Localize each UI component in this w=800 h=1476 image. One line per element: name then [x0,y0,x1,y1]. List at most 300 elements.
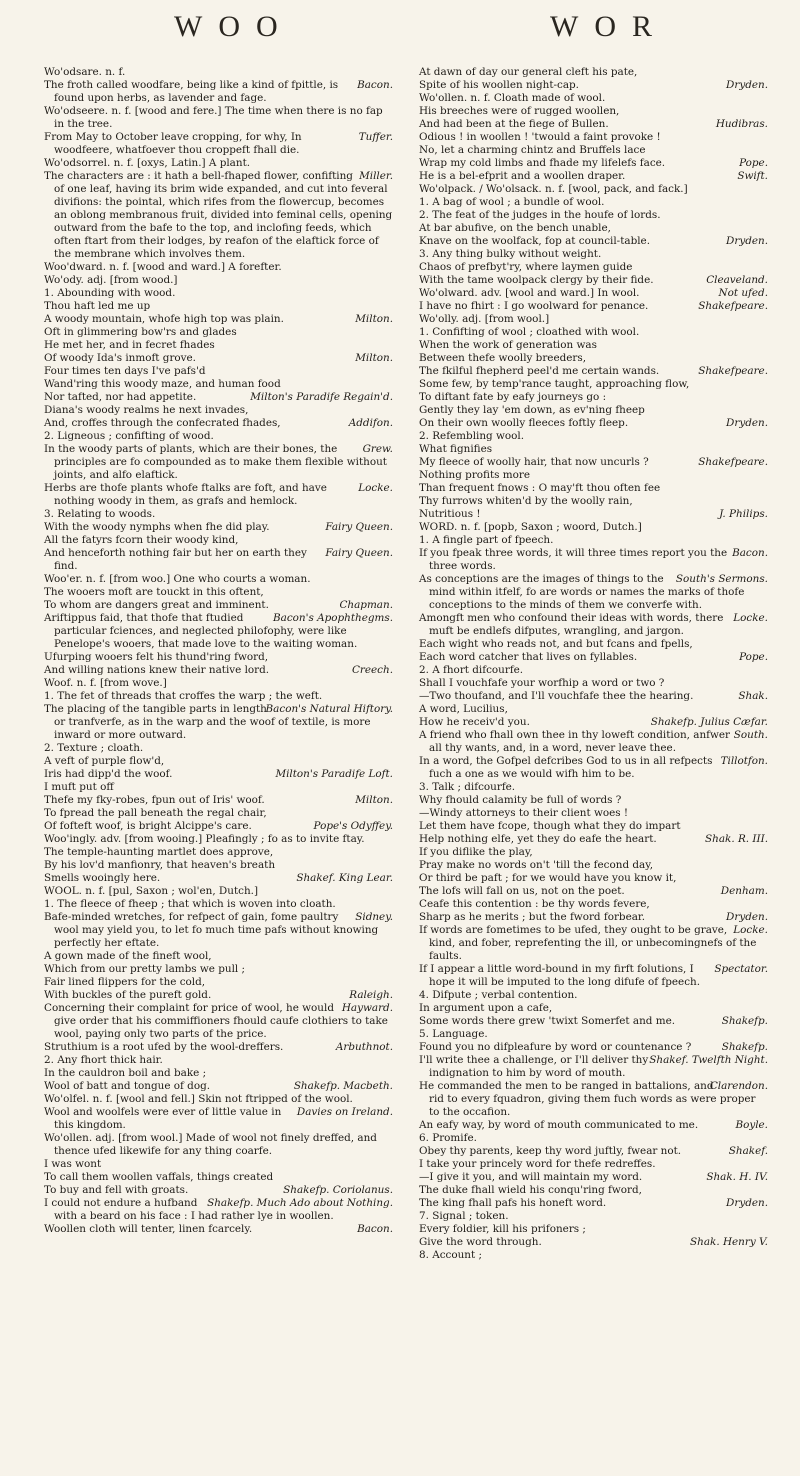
entry-text: Woo'ingly. adv. [from wooing.] Pleafingly ; fo as to invite ftay. [44,833,365,845]
entry-text: 5. Language. [419,1028,488,1040]
citation: Pope's Odyffey. [313,820,393,832]
entry-line [419,404,768,417]
entry-text: All the fatyrs fcorn their woody kind, [44,534,239,546]
entry-text: The temple-haunting martlet does approve, [44,846,274,858]
entry-text: Wo'ody. adj. [from wood.] [44,274,178,286]
citation: Bacon. [357,79,393,91]
entry-line [419,859,768,872]
entry-text: 1. Confifting of wool ; cloathed with wool. [419,326,640,338]
entry-line [44,170,393,261]
entry-line [44,79,393,105]
entry-line [419,1236,768,1249]
entry-text: Help nothing elfe, yet they do eafe the heart. [419,833,657,845]
entry-line [44,534,393,547]
citation: Shakefpeare. [698,456,768,468]
entry-line [44,1171,393,1184]
entry-text: Wo'olfel. n. f. [wool and fell.] Skin not ftripped of the wool. [44,1093,353,1105]
entry-line [44,794,393,807]
entry-line [419,196,768,209]
citation: Shakef. Twelfth Night. [649,1054,768,1066]
citation: South. [733,729,768,741]
entry-line [419,573,768,612]
entry-line [419,313,768,326]
entry-line [44,131,393,157]
entry-line [419,144,768,157]
entry-text: At dawn of day our general cleft his pate, [419,66,638,78]
entry-line [44,339,393,352]
entry-line [44,1002,393,1041]
entry-text: If words are fometimes to be ufed, they ought to be grave, kind, and fober, reprefenting the ill, or unbecomingnefs of the faults. [419,924,757,962]
entry-text: Chaos of prefbyt'ry, where laymen guide [419,261,633,273]
entry-text: In a word, the Gofpel defcribes God to us in all refpects fuch a one as we would wifh him to be. [419,755,713,780]
entry-line [419,352,768,365]
entry-text: Smells wooingly here. [44,872,161,884]
entry-line [419,417,768,430]
entry-line [44,326,393,339]
entry-text: Thy furrows whiten'd by the woolly rain, [419,495,633,507]
entry-line [44,690,393,703]
entry-text: Wand'ring this woody maze, and human food [44,378,281,390]
entry-text: Give the word through. [419,1236,542,1248]
entry-line [44,1093,393,1106]
citation: Bacon. [357,1223,393,1235]
entry-text: Some few, by temp'rance taught, approaching flow, [419,378,690,390]
entry-text: He met her, and in fecret fhades [44,339,215,351]
entry-text: To call them woollen vaffals, things created [44,1171,274,1183]
entry-line [419,794,768,807]
citation: Dryden. [726,1197,768,1209]
entry-text: And had been at the fiege of Bullen. [419,118,609,130]
entry-text: Thou haft led me up [44,300,151,312]
entry-text: Ariftippus faid, that thofe that ftudied particular fciences, and neglected philofophy, were like Penelope's wooers, that made love to the waiting woman. [44,612,358,650]
entry-line [419,547,768,573]
entry-text: Wo'ollen. n. f. Cloath made of wool. [419,92,606,104]
entry-line [419,820,768,833]
entry-text: 1. A bag of wool ; a bundle of wool. [419,196,605,208]
entry-text: Fair lined flippers for the cold, [44,976,206,988]
entry-line [419,235,768,248]
entry-text: Spite of his woollen night-cap. [419,79,579,91]
entry-text: To whom are dangers great and imminent. [44,599,269,611]
citation: Shakefp. Macbeth. [293,1080,393,1092]
entry-text: Diana's woody realms he next invades, [44,404,249,416]
entry-line [419,1054,768,1080]
entry-line [44,1106,393,1132]
entry-text: A woody mountain, whofe high top was plain. [44,313,284,325]
entry-line [44,898,393,911]
entry-text: What fignifies [419,443,493,455]
citation: Shakefp. Coriolanus. [283,1184,393,1196]
entry-line [44,755,393,768]
entry-text: Ceafe this contention : be thy words fevere, [419,898,650,910]
entry-text: 3. Relating to woods. [44,508,156,520]
citation: Bacon's Apophthegms. [273,612,393,624]
entry-text: I muft put off [44,781,114,793]
entry-line [44,157,393,170]
entry-text: Wool of batt and tongue of dog. [44,1080,211,1092]
running-head-right: WOR [550,10,668,43]
entry-line [44,1132,393,1158]
entry-text: Wo'olward. adv. [wool and ward.] In wool. [419,287,640,299]
entry-line [419,833,768,846]
entry-line [44,781,393,794]
entry-line [419,92,768,105]
entry-line [419,1041,768,1054]
entry-line [44,768,393,781]
entry-text: Concerning their complaint for price of wool, he would give order that his commiffioners fhould caufe clothiers to take wool, paying only two parts of the price. [44,1002,388,1040]
entry-line [44,1158,393,1171]
entry-line [44,976,393,989]
citation: Milton. [355,313,393,325]
entry-text: Wo'olpack. / Wo'olsack. n. f. [wool, pack, and fack.] [419,183,688,195]
entry-text: By his lov'd manfionry, that heaven's breath [44,859,276,871]
citation: Arbuthnot. [335,1041,393,1053]
entry-line [419,469,768,482]
entry-text: —I give it you, and will maintain my word. [419,1171,643,1183]
entry-text: Or third be paft ; for we would have you know it, [419,872,677,884]
entry-line [419,482,768,495]
entry-line [419,651,768,664]
entry-line [419,846,768,859]
entry-line [419,274,768,287]
citation: Shakefp. Julius Cæfar. [650,716,768,728]
entry-text: And, croffes through the confecrated fhades, [44,417,281,429]
entry-line [44,807,393,820]
entry-line [419,872,768,885]
entry-text: To fpread the pall beneath the regal chair, [44,807,267,819]
entry-line [44,1223,393,1236]
citation: Bacon. [732,547,768,559]
entry-line [44,820,393,833]
entry-text: WOOL. n. f. [pul, Saxon ; wol'en, Dutch.] [44,885,258,897]
entry-text: An eafy way, by word of mouth communicated to me. [419,1119,699,1131]
entry-line [419,157,768,170]
entry-text: Wrap my cold limbs and fhade my lifelefs face. [419,157,666,169]
entry-line [419,612,768,638]
entry-text: I take your princely word for thefe redreffes. [419,1158,656,1170]
citation: Raleigh. [349,989,393,1001]
entry-text: The placing of the tangible parts in length or tranfverfe, as in the warp and the woof of textile, is more inward or more outward. [44,703,371,741]
entry-text: 7. Signal ; token. [419,1210,509,1222]
entry-text: Of woody Ida's inmoft grove. [44,352,196,364]
citation: Not ufed. [718,287,768,299]
entry-line [419,963,768,989]
citation: Shak. H. IV. [706,1171,768,1183]
entry-line [44,352,393,365]
citation: South's Sermons. [675,573,768,585]
entry-text: Wo'odseere. n. f. [wood and fere.] The time when there is no fap in the tree. [44,105,383,130]
citation: Shakefp. [721,1041,768,1053]
entry-text: He is a bel-efprit and a woollen draper. [419,170,626,182]
citation: Shak. Henry V. [690,1236,768,1248]
citation: Hudibras. [715,118,768,130]
citation: Pope. [739,157,768,169]
entry-text: If you diflike the play, [419,846,533,858]
entry-text: Than frequent fnows : O may'ft thou often fee [419,482,661,494]
entry-text: A friend who fhall own thee in thy loweft condition, anfwer all thy wants, and, in a word, never leave thee. [419,729,731,754]
entry-line [44,1197,393,1223]
entry-text: And willing nations knew their native lord. [44,664,270,676]
right-column [419,66,768,1262]
entry-line [419,300,768,313]
entry-text: He commanded the men to be ranged in battalions, and rid to every fquadron, giving them fuch words as were proper to the occafion. [419,1080,756,1118]
entry-text: The king fhall pafs his honeft word. [419,1197,607,1209]
citation: Shakefp. Much Ado about Nothing. [207,1197,393,1209]
entry-text: 2. Any fhort thick hair. [44,1054,163,1066]
entry-text: —Windy attorneys to their client woes ! [419,807,629,819]
citation: Bacon's Natural Hiftory. [265,703,393,715]
entry-line [44,313,393,326]
entry-line [44,989,393,1002]
citation: Milton's Paradife Loft. [275,768,393,780]
entry-line [419,1132,768,1145]
running-head-left: WOO [174,10,294,43]
entry-text: Gently they lay 'em down, as ev'ning fheep [419,404,645,416]
entry-text: 6. Promife. [419,1132,477,1144]
entry-line [419,1002,768,1015]
entry-line [44,287,393,300]
entry-line [44,300,393,313]
entry-text: Amongft men who confound their ideas with words, there muft be endlefs difputes, wrangling, and jargon. [419,612,724,637]
entry-text: Woo'dward. n. f. [wood and ward.] A forefter. [44,261,282,273]
citation: J. Philips. [719,508,768,520]
entry-line [419,183,768,196]
entry-line [419,1223,768,1236]
entry-line [44,911,393,950]
entry-line [44,742,393,755]
entry-line [419,755,768,781]
columns [44,66,768,1262]
entry-line [44,573,393,586]
citation: Locke. [733,612,768,624]
entry-line [419,1171,768,1184]
entry-text: My fleece of woolly hair, that now uncurls ? [419,456,649,468]
entry-text: 1. A fingle part of fpeech. [419,534,554,546]
entry-line [419,690,768,703]
entry-line [419,1080,768,1119]
citation: Shakefpeare. [698,365,768,377]
left-column [44,66,393,1262]
entry-text: At bar abufive, on the bench unable, [419,222,611,234]
entry-text: And henceforth nothing fair but her on earth they find. [44,547,307,572]
entry-text: The froth called woodfare, being like a kind of fpittle, is found upon herbs, as lavender and fage. [44,79,339,104]
entry-text: Let them have fcope, though what they do impart [419,820,681,832]
entry-text: 3. Talk ; difcourfe. [419,781,516,793]
entry-line [44,430,393,443]
entry-line [419,79,768,92]
entry-text: On their own woolly fleeces foftly fleep. [419,417,629,429]
entry-text: In the cauldron boil and bake ; [44,1067,207,1079]
entry-line [419,1197,768,1210]
entry-text: The characters are : it hath a bell-fhaped flower, confifting of one leaf, having its brim wide expanded, and cut into feveral divifions: the pointal, which rifes from the flowercup, becomes an oblong membranous fruit, divided into feminal cells, opening outward from the bafe to the top, and inclofing feeds, which often ftart from their lodges, by reafon of the elaftick force of the membrane which involves them. [44,170,393,260]
entry-line [419,716,768,729]
citation: Clarendon. [709,1080,768,1092]
citation: Fairy Queen. [325,547,393,559]
entry-line [44,1080,393,1093]
entry-text: To buy and fell with groats. [44,1184,189,1196]
entry-line [419,66,768,79]
entry-text: Wo'ollen. adj. [from wool.] Made of wool not finely dreffed, and thence ufed likewife for any thing coarfe. [44,1132,377,1157]
entry-text: As conceptions are the images of things to the mind within itfelf, fo are words or names the marks of thofe conceptions to the minds of them we converfe with. [419,573,745,611]
entry-text: Of fofteft woof, is bright Alcippe's care. [44,820,252,832]
entry-text: Wool and woolfels were ever of little value in this kingdom. [44,1106,282,1131]
entry-text: With the tame woolpack clergy by their fide. [419,274,654,286]
citation: Shakefp. [721,1015,768,1027]
entry-text: The fkilful fhepherd peel'd me certain wands. [419,365,660,377]
citation: Swift. [737,170,768,182]
entry-line [419,339,768,352]
entry-text: With buckles of the pureft gold. [44,989,212,1001]
citation: Davies on Ireland. [296,1106,393,1118]
entry-line [419,1249,768,1262]
citation: Boyle. [735,1119,768,1131]
entry-line [44,521,393,534]
citation: Cleaveland. [706,274,768,286]
entry-text: The duke fhall wield his conqu'ring fword, [419,1184,642,1196]
entry-text: Knave on the woolfack, fop at council-table. [419,235,650,247]
entry-text: 8. Account ; [419,1249,482,1261]
citation: Fairy Queen. [325,521,393,533]
citation: Addifon. [348,417,393,429]
entry-line [44,417,393,430]
entry-line [419,911,768,924]
entry-text: Nothing profits more [419,469,531,481]
entry-line [419,521,768,534]
citation: Locke. [733,924,768,936]
entry-text: 4. Difpute ; verbal contention. [419,989,578,1001]
entry-line [419,170,768,183]
entry-text: Each wight who reads not, and but fcans and fpells, [419,638,693,650]
entry-text: 1. Abounding with wood. [44,287,176,299]
entry-line [419,924,768,963]
citation: Creech. [351,664,393,676]
entry-text: 2. A fhort difcourfe. [419,664,524,676]
entry-text: If I appear a little word-bound in my firft folutions, I hope it will be imputed to the long difufe of fpeech. [419,963,701,988]
entry-line [419,378,768,391]
entry-text: Ufurping wooers felt his thund'ring fword, [44,651,269,663]
citation: Locke. [358,482,393,494]
entry-text: From May to October leave cropping, for why, In woodfeere, whatfoever thou croppeft fhall die. [44,131,302,156]
entry-line [419,703,768,716]
entry-text: When the work of generation was [419,339,597,351]
entry-text: 2. The feat of the judges in the houfe of lords. [419,209,661,221]
entry-line [419,209,768,222]
entry-text: Herbs are thofe plants whofe ftalks are foft, and have nothing woody in them, as grafs and hemlock. [44,482,327,507]
citation: Chapman. [339,599,393,611]
entry-text: —Two thoufand, and I'll vouchfafe thee the hearing. [419,690,694,702]
entry-text: Wo'olly. adj. [from wool.] [419,313,550,325]
entry-text: A gown made of the fineft wool, [44,950,212,962]
entry-text: I have no fhirt : I go woolward for penance. [419,300,649,312]
entry-text: Struthium is a root ufed by the wool-dreffers. [44,1041,284,1053]
entry-text: Sharp as he merits ; but the fword forbear. [419,911,646,923]
citation: Dryden. [726,235,768,247]
entry-line [44,404,393,417]
entry-line [419,898,768,911]
entry-text: 2. Refembling wool. [419,430,525,442]
entry-text: 3. Any thing bulky without weight. [419,248,602,260]
entry-text: I was wont [44,1158,102,1170]
entry-line [419,729,768,755]
citation: Tillotfon. [720,755,768,767]
entry-line [419,261,768,274]
entry-line [419,677,768,690]
entry-line [44,274,393,287]
entry-line [419,248,768,261]
entry-line [419,781,768,794]
entry-text: Four times ten days I've pafs'd [44,365,206,377]
entry-text: 2. Ligneous ; confifting of wood. [44,430,214,442]
entry-text: Each word catcher that lives on fyllables. [419,651,638,663]
entry-text: Nor tafted, nor had appetite. [44,391,197,403]
entry-line [419,131,768,144]
entry-text: Woo'er. n. f. [from woo.] One who courts a woman. [44,573,311,585]
entry-line [419,1028,768,1041]
entry-text: I'll write thee a challenge, or I'll deliver thy indignation to him by word of mouth. [419,1054,649,1079]
entry-text: A veft of purple flow'd, [44,755,165,767]
citation: Dryden. [726,79,768,91]
citation: Dryden. [726,417,768,429]
entry-text: Woof. n. f. [from wove.] [44,677,167,689]
entry-text: The wooers moft are touckt in this oftent, [44,586,264,598]
entry-line [44,378,393,391]
entry-line [419,365,768,378]
entry-text: Obey thy parents, keep thy word juftly, fwear not. [419,1145,682,1157]
entry-line [419,495,768,508]
citation: Miller. [359,170,393,182]
entry-line [419,638,768,651]
entry-text: Wo'odsorrel. n. f. [oxys, Latin.] A plant. [44,157,251,169]
entry-line [44,391,393,404]
entry-text: His breeches were of rugged woollen, [419,105,620,117]
entry-line [44,872,393,885]
entry-line [419,456,768,469]
entry-text: Iris had dipp'd the woof. [44,768,173,780]
entry-line [419,287,768,300]
entry-text: If you fpeak three words, it will three times report you the three words. [419,547,728,572]
citation: Sidney. [355,911,393,923]
entry-text: A word, Lucilius, [419,703,508,715]
entry-line [44,1054,393,1067]
entry-line [44,482,393,508]
entry-line [419,1015,768,1028]
citation: Tuffer. [358,131,393,143]
entry-line [419,989,768,1002]
citation: Shakef. King Lear. [296,872,393,884]
entry-line [44,508,393,521]
entry-line [44,703,393,742]
citation: Hayward. [341,1002,393,1014]
entry-line [419,326,768,339]
citation: Milton. [355,352,393,364]
entry-line [419,105,768,118]
entry-line [44,612,393,651]
entry-text: Why fhould calamity be full of words ? [419,794,622,806]
entry-text: Bafe-minded wretches, for refpect of gain, fome paultry wool may yield you, to let fo much time pafs without knowing perfectly her eftate. [44,911,379,949]
entry-line [419,1145,768,1158]
entry-text: With the woody nymphs when fhe did play. [44,521,270,533]
entry-text: To diftant fate by eafy journeys go : [419,391,607,403]
entry-text: 2. Texture ; cloath. [44,742,144,754]
entry-line [44,1067,393,1080]
entry-text: Thefe my fky-robes, fpun out of Iris' woof. [44,794,265,806]
entry-text: Found you no difpleafure by word or countenance ? [419,1041,692,1053]
entry-line [44,105,393,131]
entry-line [419,1210,768,1223]
citation: Shakef. [728,1145,768,1157]
entry-text: Nutritious ! [419,508,481,520]
entry-line [419,222,768,235]
